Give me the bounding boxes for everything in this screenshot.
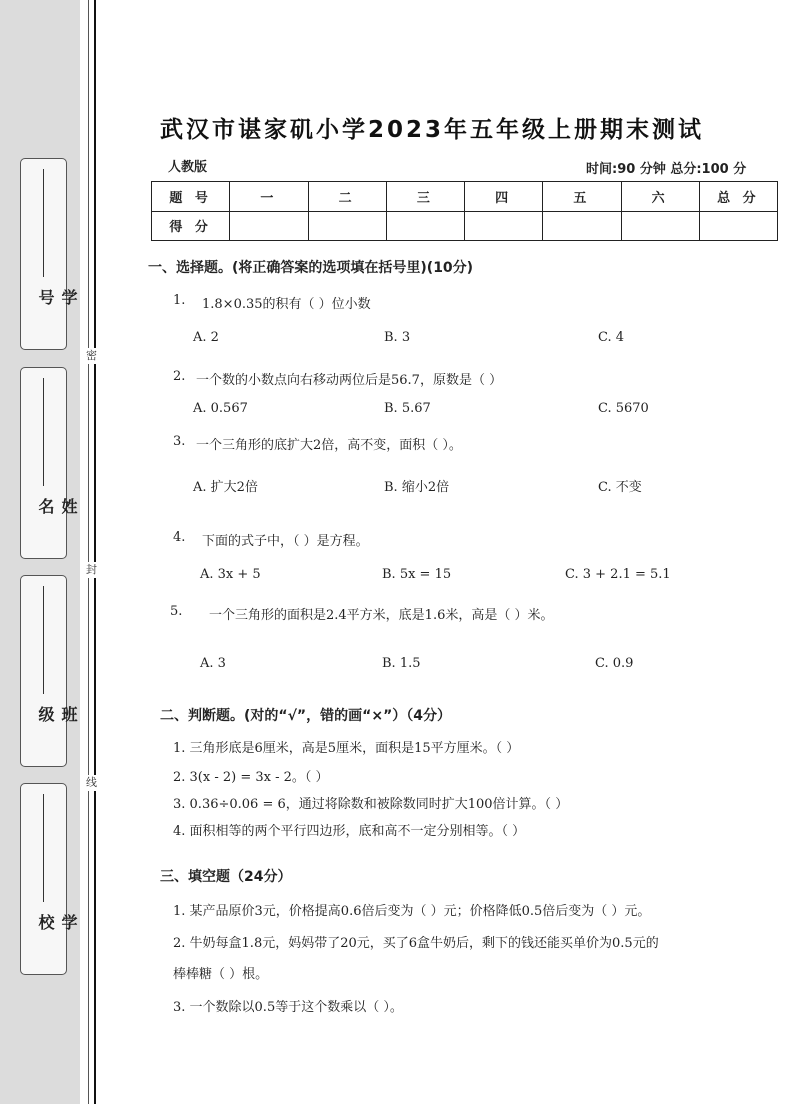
seal-mark-mi: 密 xyxy=(86,349,97,362)
section2-heading: 二、判断题。(对的“√”，错的画“×”）（4分） xyxy=(160,708,452,724)
score-header-cell: 二 xyxy=(308,182,386,212)
binding-line-thick xyxy=(94,0,96,1104)
score-header-cell: 一 xyxy=(230,182,308,212)
student-name-line xyxy=(43,378,44,486)
score-header-cell: 三 xyxy=(386,182,464,212)
judge-item-2[interactable]: 2. 3(x - 2) = 3x - 2。（ ） xyxy=(173,770,329,785)
judge-item-1[interactable]: 1. 三角形底是6厘米，高是5厘米，面积是15平方厘米。（ ） xyxy=(173,741,520,756)
q2-option-c[interactable]: C. 5670 xyxy=(598,401,649,416)
q2-text: 一个数的小数点向右移动两位后是56.7，原数是（ ） xyxy=(196,373,503,388)
q1-text: 1.8×0.35的积有（ ）位小数 xyxy=(202,297,371,312)
q2-number: 2. xyxy=(173,369,186,384)
q4-text: 下面的式子中，（ ）是方程。 xyxy=(202,534,369,549)
q3-option-b[interactable]: B. 缩小2倍 xyxy=(384,480,450,495)
school-label: 学校 xyxy=(36,914,78,948)
score-header-cell: 题 号 xyxy=(152,182,230,212)
q5-text: 一个三角形的面积是2.4平方米，底是1.6米，高是（ ）米。 xyxy=(209,608,554,623)
score-header-cell: 五 xyxy=(543,182,621,212)
q3-option-c[interactable]: C. 不变 xyxy=(598,480,642,495)
exam-title: 武汉市谌家矶小学2023年五年级上册期末测试 xyxy=(160,117,705,143)
score-row-label: 得 分 xyxy=(152,211,230,241)
fill-question-2-cont[interactable]: 棒棒糖（ ）根。 xyxy=(173,967,269,982)
school-line xyxy=(43,794,44,902)
q2-option-b[interactable]: B. 5.67 xyxy=(384,401,431,416)
score-header-cell: 四 xyxy=(465,182,543,212)
student-name-box[interactable] xyxy=(20,367,78,559)
q5-option-b[interactable]: B. 1.5 xyxy=(382,656,421,671)
binding-line-thin xyxy=(88,0,89,1104)
q4-option-a[interactable]: A. 3x + 5 xyxy=(200,567,261,582)
q5-number: 5. xyxy=(170,604,183,619)
q5-option-a[interactable]: A. 3 xyxy=(200,656,226,671)
edition-label: 人教版 xyxy=(168,160,208,175)
class-line xyxy=(43,586,44,694)
q1-option-c[interactable]: C. 4 xyxy=(598,330,625,345)
judge-item-4[interactable]: 4. 面积相等的两个平行四边形，底和高不一定分别相等。（ ） xyxy=(173,824,526,839)
student-number-box[interactable] xyxy=(20,158,78,350)
section1-heading: 一、选择题。(将正确答案的选项填在括号里)(10分) xyxy=(148,260,474,276)
score-cell[interactable] xyxy=(621,211,699,241)
class-box[interactable] xyxy=(20,575,78,767)
q5-option-c[interactable]: C. 0.9 xyxy=(595,656,634,671)
score-table-score-row xyxy=(152,211,778,241)
q2-option-a[interactable]: A. 0.567 xyxy=(193,401,248,416)
school-box[interactable] xyxy=(20,783,78,975)
student-name-label: 姓名 xyxy=(36,498,78,532)
seal-mark-feng: 封 xyxy=(86,563,97,576)
q4-number: 4. xyxy=(173,530,186,545)
student-number-label: 学号 xyxy=(36,289,78,323)
score-cell[interactable] xyxy=(543,211,621,241)
q3-text: 一个三角形的底扩大2倍，高不变，面积（ ）。 xyxy=(196,438,462,453)
q1-option-a[interactable]: A. 2 xyxy=(193,330,219,345)
score-cell[interactable] xyxy=(308,211,386,241)
seal-mark-xian: 线 xyxy=(86,776,97,789)
student-number-line xyxy=(43,169,44,277)
fill-question-3[interactable]: 3. 一个数除以0.5等于这个数乘以（ ）。 xyxy=(173,1000,403,1015)
fill-question-1[interactable]: 1. 某产品原价3元，价格提高0.6倍后变为（ ）元；价格降低0.5倍后变为（ ）元。 xyxy=(173,904,651,919)
score-cell[interactable] xyxy=(699,211,777,241)
q4-option-c[interactable]: C. 3 + 2.1 = 5.1 xyxy=(565,567,671,582)
q4-option-b[interactable]: B. 5x = 15 xyxy=(382,567,452,582)
q3-option-a[interactable]: A. 扩大2倍 xyxy=(193,480,258,495)
score-table xyxy=(151,181,778,241)
score-cell[interactable] xyxy=(465,211,543,241)
score-cell[interactable] xyxy=(230,211,308,241)
binding-strip xyxy=(0,0,80,1104)
score-header-cell: 六 xyxy=(621,182,699,212)
fill-question-2[interactable]: 2. 牛奶每盒1.8元，妈妈带了20元，买了6盒牛奶后，剩下的钱还能买单价为0.5元的 xyxy=(173,936,659,951)
score-table-header-row xyxy=(152,182,778,212)
score-cell[interactable] xyxy=(386,211,464,241)
q3-number: 3. xyxy=(173,434,186,449)
time-score-info: 时间:90 分钟 总分:100 分 xyxy=(586,162,747,177)
class-label: 班级 xyxy=(36,706,78,740)
score-header-cell: 总 分 xyxy=(699,182,777,212)
q1-option-b[interactable]: B. 3 xyxy=(384,330,411,345)
section3-heading: 三、填空题（24分） xyxy=(160,869,292,885)
q1-number: 1. xyxy=(173,293,186,308)
judge-item-3[interactable]: 3. 0.36÷0.06 = 6，通过将除数和被除数同时扩大100倍计算。（ ） xyxy=(173,797,569,812)
